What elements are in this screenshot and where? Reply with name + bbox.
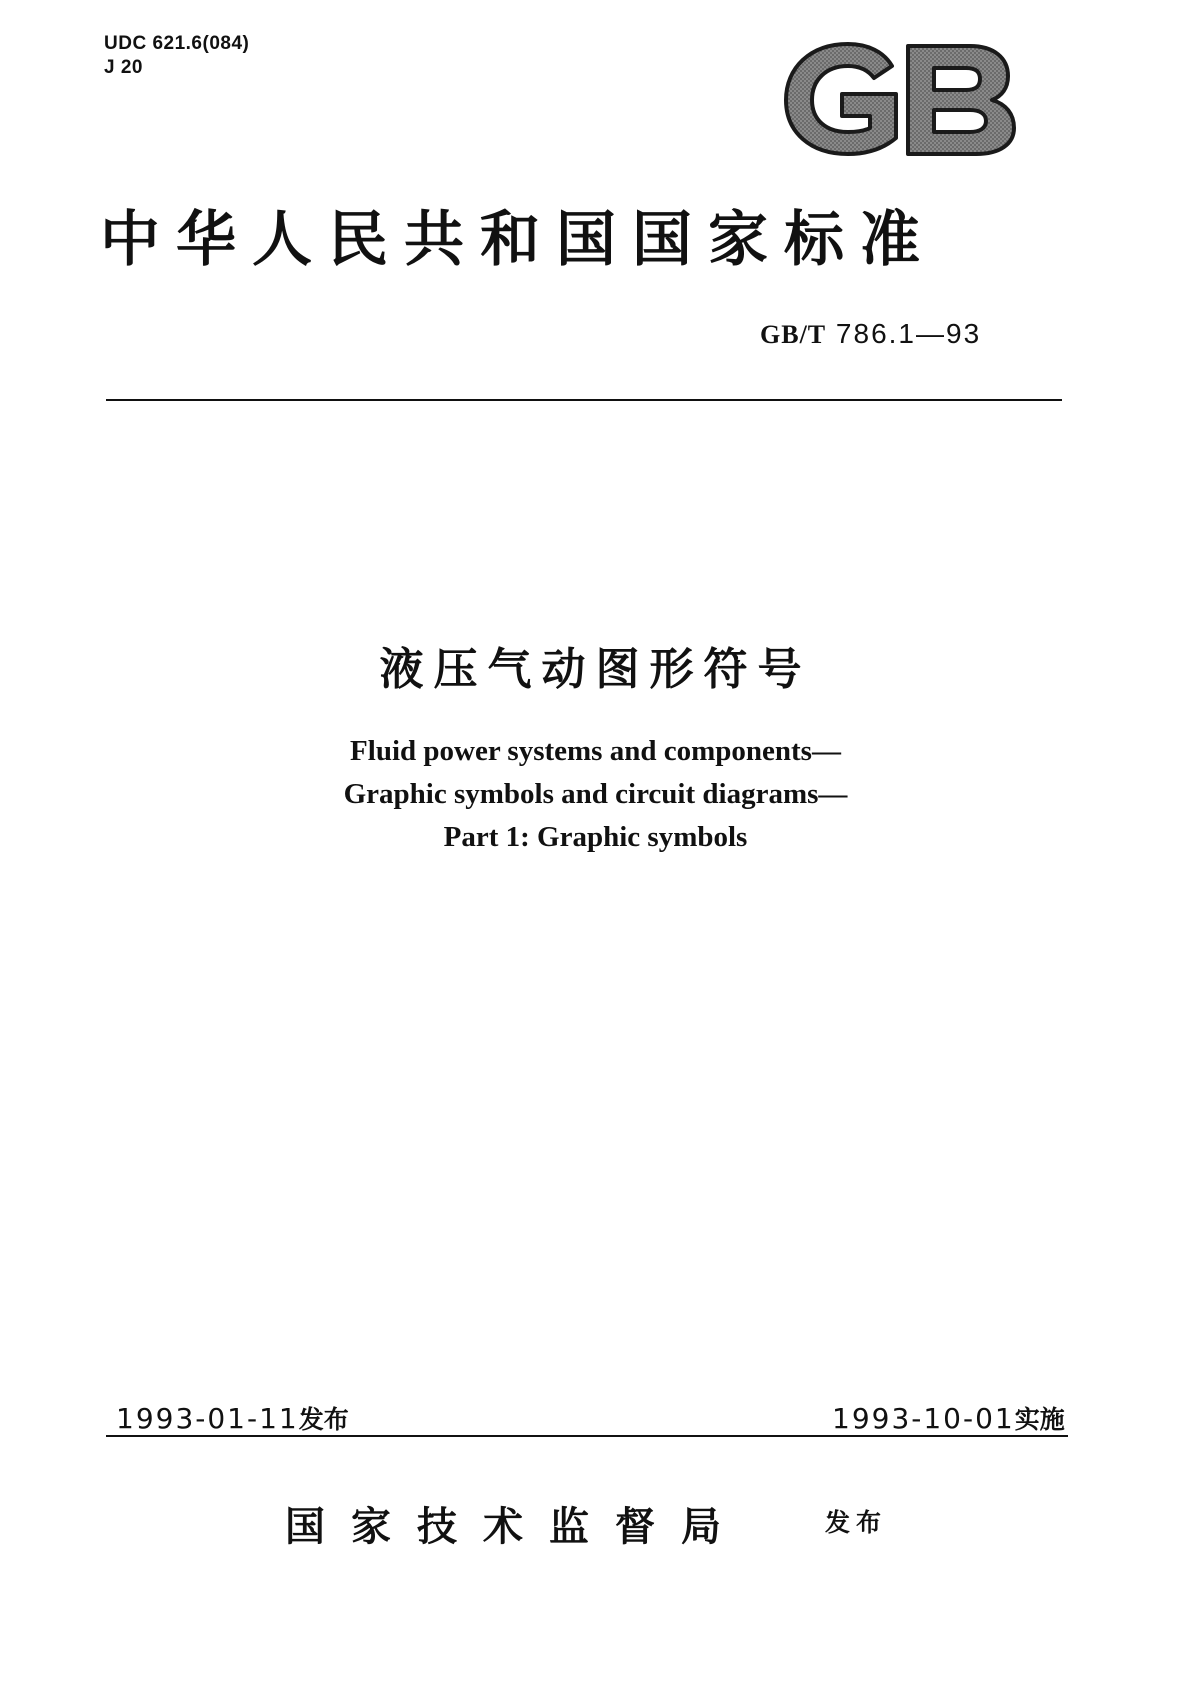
effective-date xyxy=(832,1400,1065,1436)
english-title xyxy=(0,730,1191,859)
issued-date xyxy=(116,1400,349,1436)
standard-number xyxy=(760,318,981,350)
udc-block xyxy=(104,32,249,80)
chinese-title: 液压气动图形符号 xyxy=(379,644,812,695)
issued-date-value: 1993-01-11 xyxy=(116,1402,299,1435)
standard-number-prefix: GB/T xyxy=(760,320,827,349)
effective-date-value: 1993-10-01 xyxy=(832,1402,1015,1435)
issuer-name: 国家技术监督局 xyxy=(285,1504,747,1550)
udc-code: UDC 621.6(084) xyxy=(104,33,250,54)
classification-code: J 20 xyxy=(104,57,143,78)
english-title-line-2: Graphic symbols and circuit diagrams— xyxy=(343,778,848,810)
english-title-line-3: Part 1: Graphic symbols xyxy=(443,821,748,853)
bottom-divider xyxy=(106,1435,1068,1437)
main-title: 中华人民共和国国家标准 xyxy=(100,205,936,275)
top-divider xyxy=(106,399,1062,401)
issuer-suffix: 发布 xyxy=(825,1508,888,1537)
issued-date-label: 发布 xyxy=(298,1405,349,1434)
standard-number-value: 786.1—93 xyxy=(835,318,982,349)
gb-logo-icon xyxy=(780,38,1022,160)
effective-date-label: 实施 xyxy=(1014,1405,1065,1434)
english-title-line-1: Fluid power systems and components— xyxy=(350,735,841,767)
